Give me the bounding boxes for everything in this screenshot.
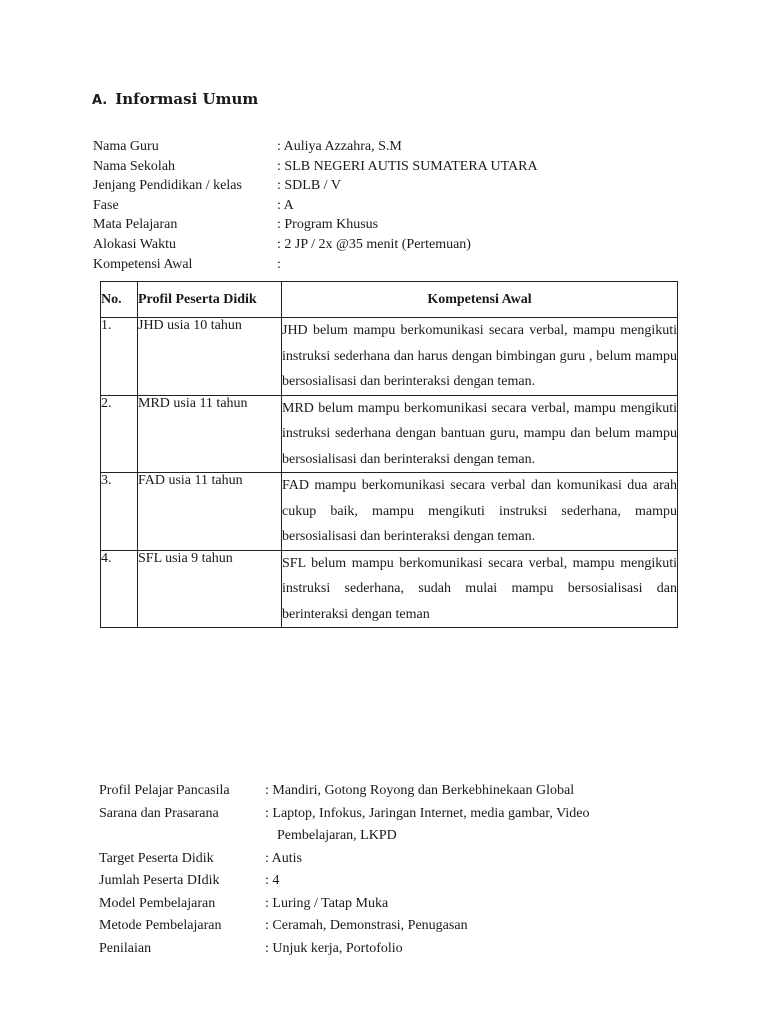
- section-letter: A.: [92, 93, 108, 108]
- row-kompetensi: FAD mampu berkomunikasi secara verbal dan komunikasi dua arah cukup baik, mampu mengikuti instruksi sederhana, mampu bersosialisasi dan berinteraksi dengan teman.: [282, 473, 678, 551]
- info-label: Target Peserta Didik: [99, 850, 214, 866]
- row-no: 4.: [101, 550, 138, 628]
- info-row: [93, 255, 538, 275]
- info-label: Sarana dan Prasarana: [99, 805, 219, 821]
- info-row: [99, 915, 625, 938]
- info-value: : 2 JP / 2x @35 menit (Pertemuan): [277, 236, 471, 252]
- info-label: Jumlah Peserta DIdik: [99, 873, 220, 888]
- info-value: : Autis: [265, 850, 302, 866]
- competency-table: [100, 281, 678, 628]
- info-value: : Auliya Azzahra, S.M: [277, 139, 402, 154]
- info-value: : SDLB / V: [277, 178, 341, 194]
- info-value: : Program Khusus: [277, 217, 379, 233]
- table-row: [101, 395, 678, 473]
- info-value-continuation: Pembelajaran, LKPD: [277, 828, 397, 843]
- header-kompetensi: Kompetensi Awal: [282, 282, 678, 318]
- info-label: Penilaian: [99, 940, 152, 956]
- info-value: :: [277, 256, 281, 272]
- info-label: Jenjang Pendidikan / kelas: [93, 178, 242, 194]
- table-row: [101, 318, 678, 396]
- info-label: Alokasi Waktu: [93, 236, 176, 252]
- info-label: Mata Pelajaran: [93, 217, 178, 233]
- info-row: [99, 780, 625, 803]
- row-profil: SFL usia 9 tahun: [138, 550, 282, 628]
- info-row: [93, 157, 538, 177]
- table-header-row: [101, 282, 678, 318]
- info-label: Fase: [93, 197, 119, 213]
- row-no: 3.: [101, 473, 138, 551]
- info-row: [93, 196, 538, 216]
- info-value: : 4: [265, 873, 280, 888]
- row-profil: MRD usia 11 tahun: [138, 395, 282, 473]
- info-row: [99, 848, 625, 871]
- info-value-multiline: [265, 803, 625, 848]
- info-label: Model Pembelajaran: [99, 895, 216, 911]
- table-row: [101, 473, 678, 551]
- row-kompetensi: JHD belum mampu berkomunikasi secara verbal, mampu mengikuti instruksi sederhana dan harus dengan bimbingan guru , belum mampu bersosialisasi dan berinteraksi dengan teman.: [282, 318, 678, 396]
- info-row: [99, 938, 625, 961]
- header-profil: Profil Peserta Didik: [138, 282, 282, 318]
- info-value: : SLB NEGERI AUTIS SUMATERA UTARA: [277, 158, 538, 174]
- info-row: [93, 235, 538, 255]
- info-value: : Unjuk kerja, Portofolio: [265, 940, 403, 956]
- row-no: 1.: [101, 318, 138, 396]
- info-value: : Luring / Tatap Muka: [265, 895, 389, 911]
- info-value: : Ceramah, Demonstrasi, Penugasan: [265, 918, 468, 933]
- info-label: Metode Pembelajaran: [99, 918, 222, 933]
- info-row: [93, 176, 538, 196]
- info-row: [93, 215, 538, 235]
- row-profil: FAD usia 11 tahun: [138, 473, 282, 551]
- info-label: Profil Pelajar Pancasila: [99, 783, 230, 798]
- section-title: Informasi Umum: [115, 90, 259, 108]
- row-kompetensi: MRD belum mampu berkomunikasi secara verbal, mampu mengikuti instruksi sederhana dengan bantuan guru, mampu dan belum mampu bersosialisasi dan berinteraksi dengan teman.: [282, 395, 678, 473]
- info-value: : Laptop, Infokus, Jaringan Internet, media gambar, Video: [265, 805, 590, 821]
- info-label: Kompetensi Awal: [93, 256, 193, 272]
- table-row: [101, 550, 678, 628]
- row-kompetensi: SFL belum mampu berkomunikasi secara verbal, mampu mengikuti instruksi sederhana, sudah mulai mampu bersosialisasi dan berinteraksi dengan teman: [282, 550, 678, 628]
- additional-info-list: [99, 780, 625, 960]
- row-no: 2.: [101, 395, 138, 473]
- header-no: No.: [101, 282, 138, 318]
- info-label: Nama Sekolah: [93, 158, 176, 174]
- info-row: [99, 893, 625, 916]
- info-row: [99, 870, 625, 893]
- general-info-list: [93, 137, 538, 274]
- section-heading: [92, 90, 258, 108]
- info-row: [99, 803, 625, 848]
- info-row: [93, 137, 538, 157]
- info-value: : A: [277, 197, 294, 213]
- info-value: : Mandiri, Gotong Royong dan Berkebhinekaan Global: [265, 783, 575, 798]
- info-label: Nama Guru: [93, 139, 159, 154]
- row-profil: JHD usia 10 tahun: [138, 318, 282, 396]
